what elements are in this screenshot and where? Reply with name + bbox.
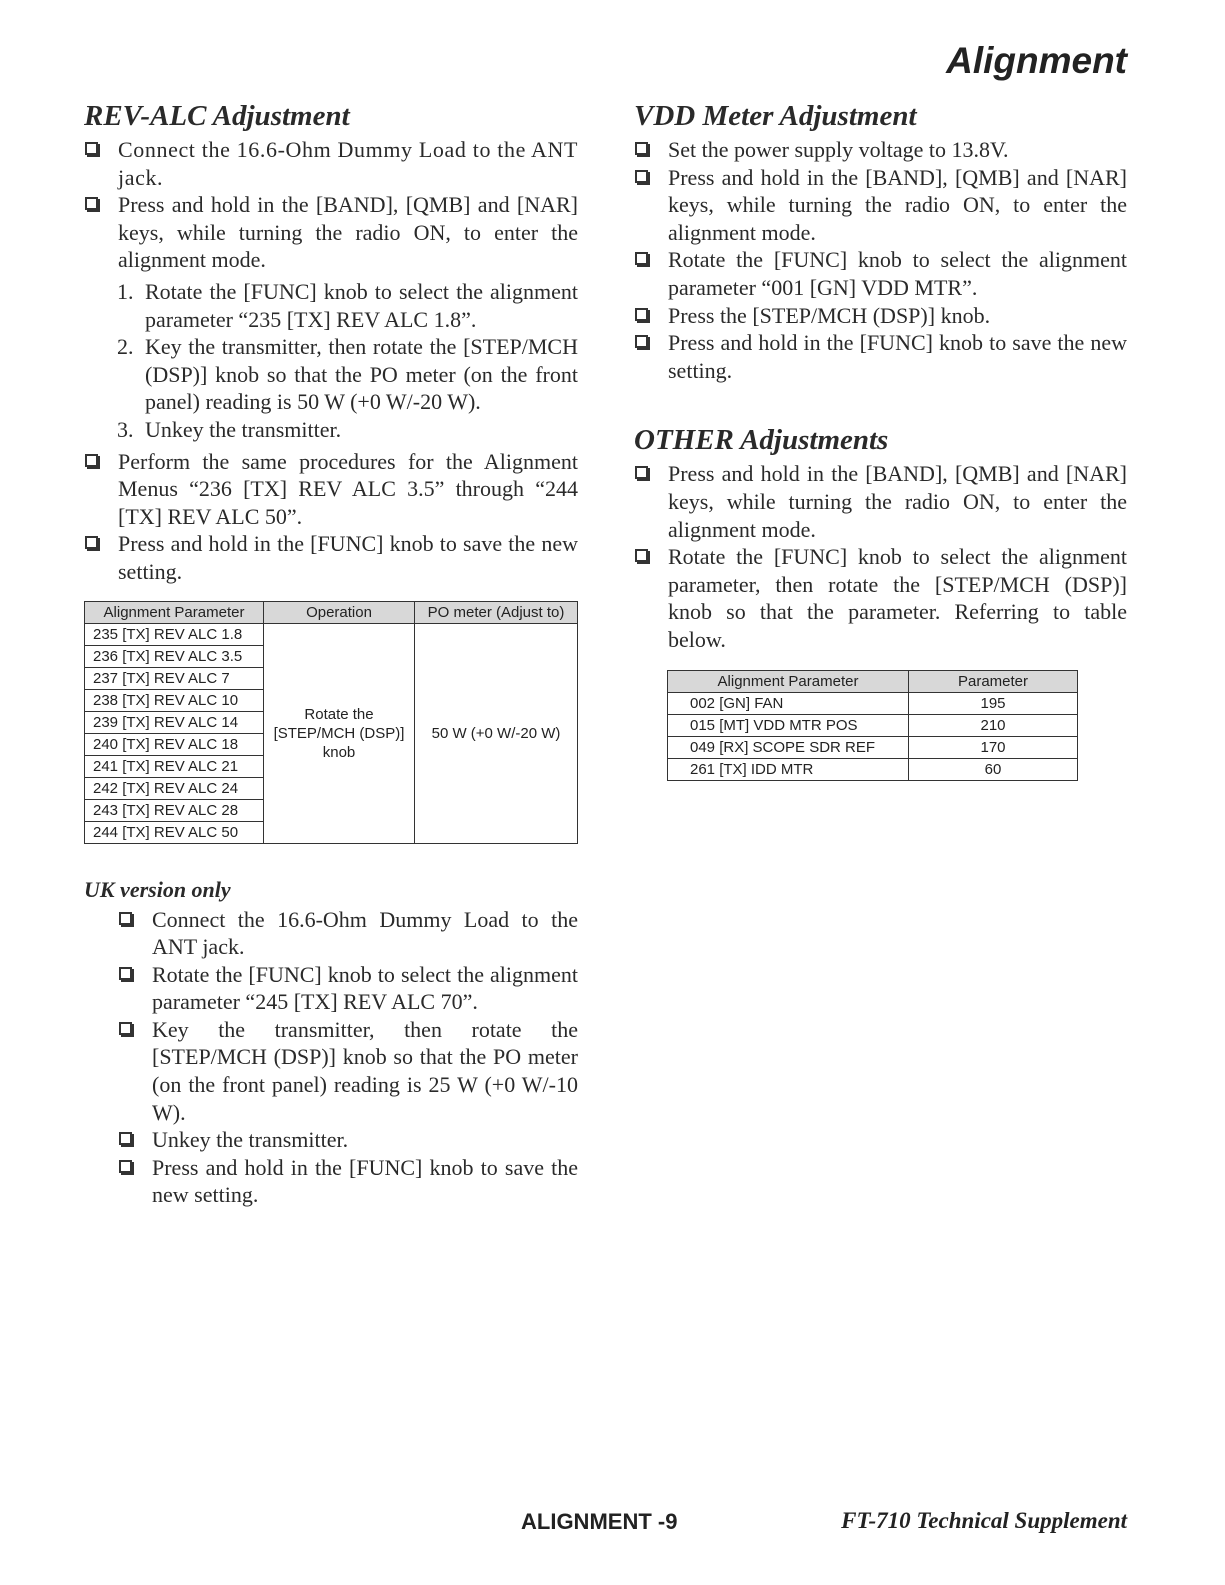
checkbox-icon	[635, 308, 648, 321]
checkbox-icon	[635, 252, 648, 265]
list-item: 3. Unkey the transmitter.	[117, 416, 342, 442]
table-cell: 242 [TX] REV ALC 24	[85, 777, 264, 799]
list-item: Press and hold in the [BAND], [QMB] and [NAR] keys, while turning the radio ON, to enter the alignment mode.	[634, 164, 1127, 247]
checkbox-icon	[635, 142, 648, 155]
table-cell: 210	[909, 714, 1078, 736]
po-meter-cell: 50 W (+0 W/-20 W)	[415, 623, 578, 843]
rev-alc-title: REV-ALC Adjustment	[84, 100, 350, 132]
checkbox-icon	[119, 967, 132, 980]
list-item: Press and hold in the [FUNC] knob to save the new setting.	[634, 329, 1127, 384]
page-title: Alignment	[946, 40, 1127, 81]
table-cell: 235 [TX] REV ALC 1.8	[85, 623, 264, 645]
list-item: Press the [STEP/MCH (DSP)] knob.	[634, 302, 1127, 330]
other-title: OTHER Adjustments	[634, 424, 889, 457]
list-item: Rotate the [FUNC] knob to select the alignment parameter, then rotate the [STEP/MCH (DSP)] knob so that the parameter. Referring to table below.	[634, 543, 1127, 653]
table-header: Alignment Parameter	[668, 670, 909, 692]
table-header-row	[668, 670, 1078, 692]
uk-title: UK version only	[84, 876, 231, 902]
list-item: Press and hold in the [FUNC] knob to save the new setting.	[118, 1154, 578, 1209]
operation-cell: Rotate the [STEP/MCH (DSP)] knob	[264, 623, 415, 843]
vdd-steps	[634, 136, 1127, 384]
list-item: Rotate the [FUNC] knob to select the alignment parameter “245 [TX] REV ALC 70”.	[118, 961, 578, 1016]
list-item: 2. Key the transmitter, then rotate the [STEP/MCH (DSP)] knob so that the PO meter (on the front panel) reading is 50 W (+0 W/-20 W).	[117, 334, 578, 415]
table-cell: 195	[909, 692, 1078, 714]
table-row	[668, 736, 1078, 758]
list-item: Connect the 16.6-Ohm Dummy Load to the ANT jack.	[84, 136, 578, 191]
checkbox-icon	[85, 197, 98, 210]
checkbox-icon	[635, 335, 648, 348]
table-header: Parameter	[909, 670, 1078, 692]
table-cell: 170	[909, 736, 1078, 758]
table-cell: 261 [TX] IDD MTR	[668, 758, 909, 780]
checkbox-icon	[635, 466, 648, 479]
table-cell: 241 [TX] REV ALC 21	[85, 755, 264, 777]
other-table	[667, 670, 1078, 781]
list-item: Key the transmitter, then rotate the [STEP/MCH (DSP)] knob so that the PO meter (on the front panel) reading is 25 W (+0 W/-10 W).	[118, 1016, 578, 1126]
list-item: Connect the 16.6-Ohm Dummy Load to the ANT jack.	[118, 906, 578, 961]
checkbox-icon	[119, 1160, 132, 1173]
list-item: 1. Rotate the [FUNC] knob to select the alignment parameter “235 [TX] REV ALC 1.8”.	[117, 278, 578, 332]
uk-steps	[118, 906, 578, 1210]
table-header-row	[85, 601, 578, 623]
table-cell: 015 [MT] VDD MTR POS	[668, 714, 909, 736]
table-row	[668, 714, 1078, 736]
list-item: Unkey the transmitter.	[118, 1126, 578, 1154]
table-cell: 236 [TX] REV ALC 3.5	[85, 645, 264, 667]
table-cell: 237 [TX] REV ALC 7	[85, 667, 264, 689]
list-item: Press and hold in the [BAND], [QMB] and [NAR] keys, while turning the radio ON, to enter the alignment mode.	[634, 460, 1127, 543]
list-item: Press and hold in the [BAND], [QMB] and [NAR] keys, while turning the radio ON, to enter the alignment mode.	[84, 191, 578, 274]
list-item: Rotate the [FUNC] knob to select the alignment parameter “001 [GN] VDD MTR”.	[634, 246, 1127, 301]
left-column	[84, 98, 578, 1209]
rev-alc-substeps	[84, 278, 578, 444]
other-steps	[634, 460, 1127, 653]
table-cell: 239 [TX] REV ALC 14	[85, 711, 264, 733]
footer-document-title: FT-710 Technical Supplement	[841, 1508, 1127, 1533]
uk-section	[84, 876, 578, 1210]
table-header: Operation	[264, 601, 415, 623]
table-row	[85, 623, 578, 645]
checkbox-icon	[635, 170, 648, 183]
vdd-title: VDD Meter Adjustment	[634, 100, 917, 132]
list-item: Press and hold in the [FUNC] knob to save the new setting.	[84, 530, 578, 585]
list-item: Set the power supply voltage to 13.8V.	[634, 136, 1127, 164]
checkbox-icon	[85, 454, 98, 467]
table-header: Alignment Parameter	[85, 601, 264, 623]
table-cell: 238 [TX] REV ALC 10	[85, 689, 264, 711]
right-column	[634, 98, 1127, 781]
list-item: Perform the same procedures for the Alignment Menus “236 [TX] REV ALC 3.5” through “244 [TX] REV ALC 50”.	[84, 448, 578, 531]
table-cell: 002 [GN] FAN	[668, 692, 909, 714]
rev-alc-table	[84, 601, 578, 844]
table-cell: 243 [TX] REV ALC 28	[85, 799, 264, 821]
checkbox-icon	[119, 1132, 132, 1145]
checkbox-icon	[119, 912, 132, 925]
checkbox-icon	[85, 536, 98, 549]
checkbox-icon	[635, 549, 648, 562]
table-cell: 240 [TX] REV ALC 18	[85, 733, 264, 755]
checkbox-icon	[85, 142, 98, 155]
table-row	[668, 758, 1078, 780]
rev-alc-steps-after	[84, 448, 578, 586]
table-header: PO meter (Adjust to)	[415, 601, 578, 623]
footer-page-number: ALIGNMENT -9	[521, 1509, 678, 1534]
checkbox-icon	[119, 1022, 132, 1035]
table-cell: 049 [RX] SCOPE SDR REF	[668, 736, 909, 758]
table-row	[668, 692, 1078, 714]
table-cell: 60	[909, 758, 1078, 780]
rev-alc-steps	[84, 136, 578, 274]
table-cell: 244 [TX] REV ALC 50	[85, 821, 264, 843]
